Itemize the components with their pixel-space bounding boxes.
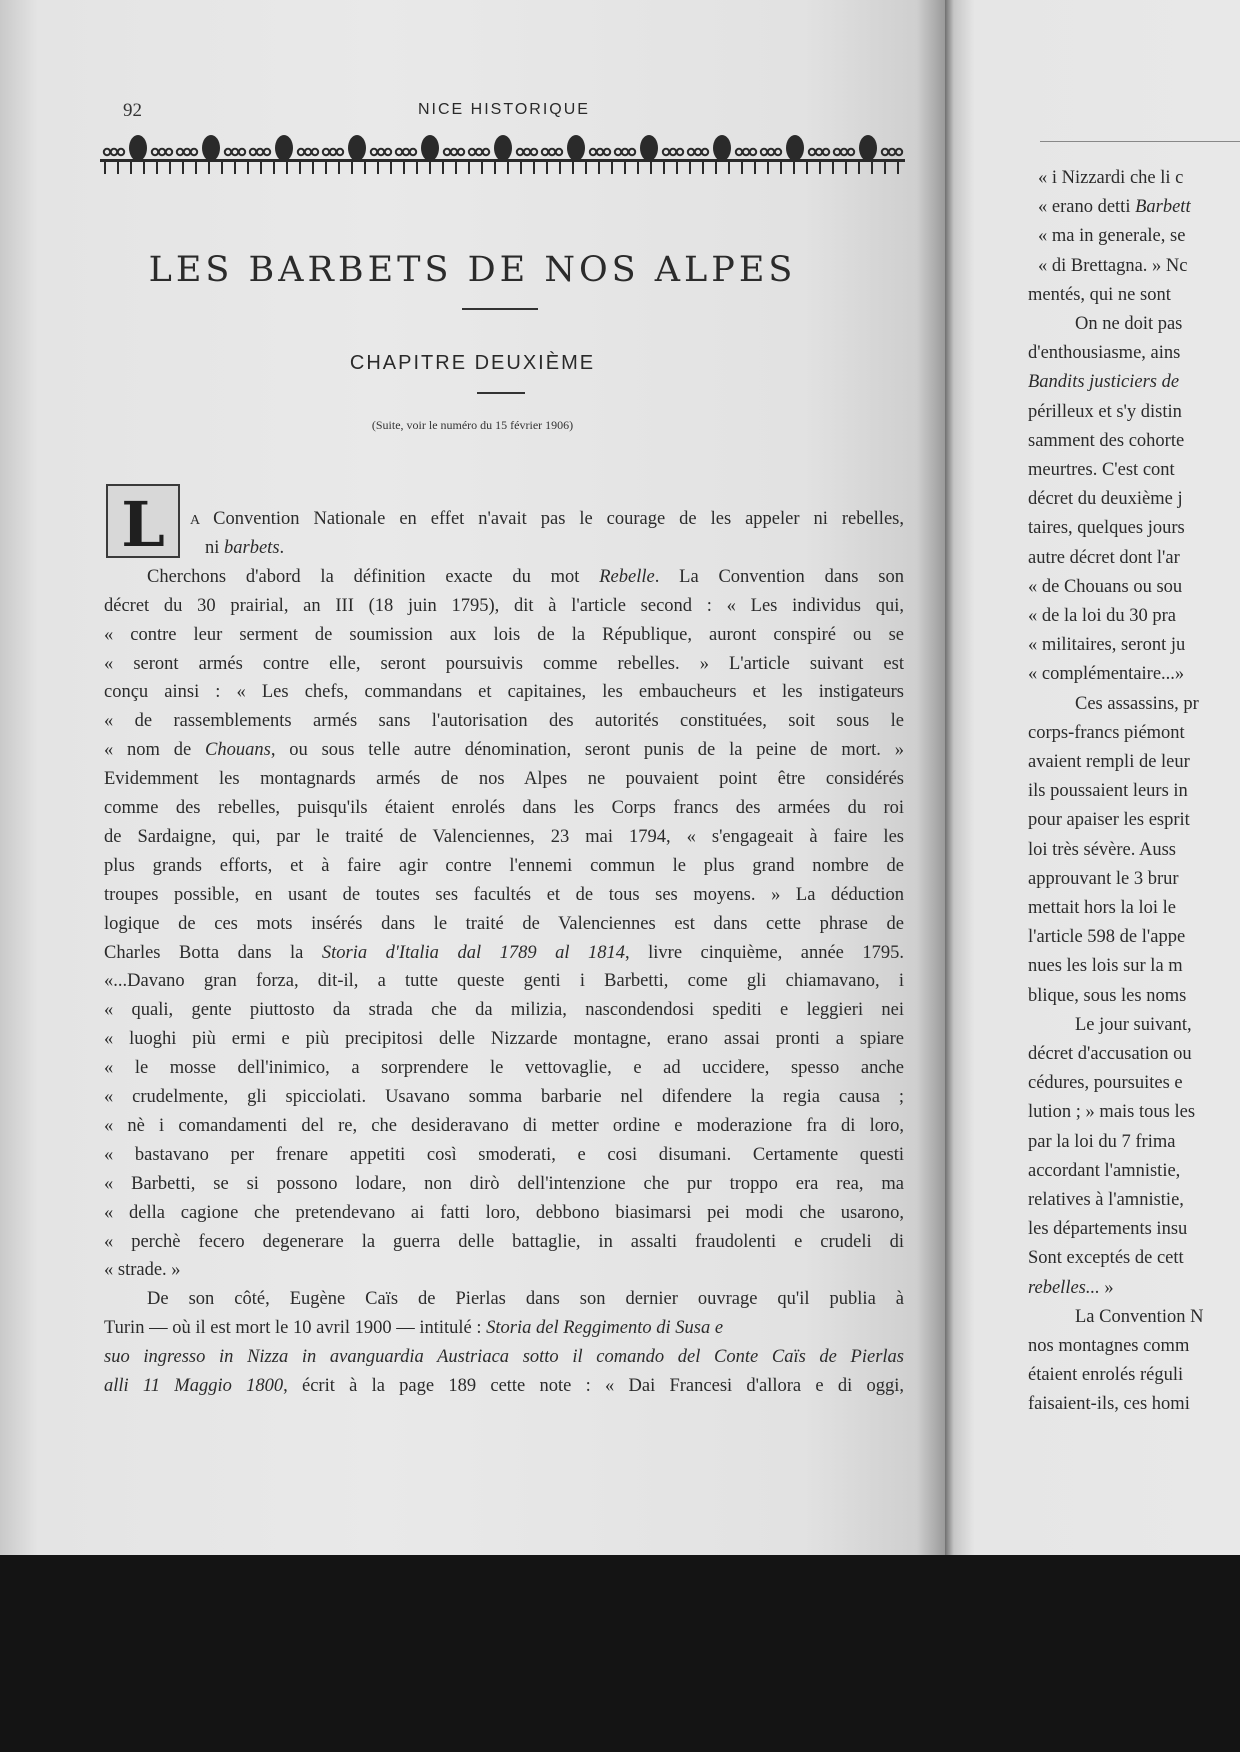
dropcap-letter: L	[121, 488, 165, 561]
line-text-continued: »	[1099, 1277, 1114, 1298]
continuation-note: (Suite, voir le numéro du 15 février 1906)	[371, 418, 574, 432]
text-line	[104, 625, 904, 646]
italic-text: alli 11 Maggio 1800	[104, 1376, 284, 1396]
line-text: « luoghi più ermi e più precipitosi delle Nizzarde montagne, erano assai pronti a spiare	[104, 1029, 904, 1050]
line-text: Turin — où il est mort le 10 avril 1900 — intitulé :	[104, 1318, 487, 1339]
facing-text-line	[1028, 986, 1186, 1007]
facing-text-line	[1028, 343, 1180, 364]
line-text: Sont exceptés de cett	[1028, 1248, 1184, 1269]
line-text: Cherchons d'abord la définition exacte du mot	[147, 566, 600, 587]
facing-text-line	[1075, 1015, 1192, 1036]
line-text: les départements insu	[1028, 1219, 1188, 1240]
line-text: « le mosse dell'inimico, a sorprendere le vettovaglie, e ad uccidere, spesso anche	[104, 1058, 904, 1079]
facing-text-line	[1028, 664, 1184, 685]
running-title: NICE HISTORIQUE	[418, 101, 590, 118]
text-line	[104, 1000, 904, 1021]
line-text: « bastavano per frenare appetiti così smoderati, e cosi disumani. Certamente questi	[104, 1144, 904, 1165]
italic-text: suo ingresso in Nizza in avanguardia Austriaca sotto il comando del Conte Caïs de Pierlas	[104, 1347, 904, 1368]
facing-text-line	[1028, 1132, 1175, 1153]
line-text: « de rassemblements armés sans l'autorisation des autorités constituées, soit sous le	[104, 711, 904, 732]
text-line	[104, 1232, 904, 1253]
line-text: nues les lois sur la m	[1028, 956, 1183, 977]
line-text: d'enthousiasme, ains	[1028, 343, 1181, 364]
facing-text-line	[1028, 431, 1184, 452]
line-text: «...Davano gran forza, dit-il, a tutte queste genti i Barbetti, come gli chiamavano, i	[104, 971, 904, 992]
line-text: comme des rebelles, puisqu'ils étaient enrolés dans les Corps francs des armées du roi	[104, 798, 904, 818]
line-text: cédures, poursuites e	[1028, 1073, 1183, 1094]
text-line	[205, 538, 284, 559]
facing-text-line	[1028, 489, 1183, 510]
line-text: « quali, gente piuttosto da strada che da milizia, nascondendosi spediti e leggieri nei	[104, 1000, 904, 1021]
facing-text-line	[1028, 752, 1190, 773]
facing-text-line	[1028, 1190, 1184, 1211]
line-text: troupes possible, en usant de toutes ses facultés et de tous ses moyens. » La déduction	[104, 884, 904, 905]
italic-text: Rebelle	[599, 566, 655, 587]
facing-text-line	[1028, 869, 1179, 890]
facing-text-line	[1075, 1307, 1203, 1328]
smallcap-text: A	[190, 513, 214, 528]
facing-text-line	[1038, 197, 1191, 218]
line-text: « de la loi du 30 pra	[1028, 606, 1176, 626]
italic-text: barbets	[224, 537, 280, 558]
line-text: relatives à l'amnistie,	[1028, 1190, 1184, 1210]
line-text: blique, sous les noms	[1028, 985, 1187, 1006]
line-text: l'article 598 de l'appe	[1028, 927, 1186, 948]
facing-text-line	[1028, 1394, 1190, 1415]
line-text: La Convention N	[1075, 1306, 1204, 1327]
line-text: plus grands efforts, et à faire agir contre l'ennemi commun le plus grand nombre de	[104, 855, 904, 876]
facing-text-line	[1028, 577, 1182, 598]
line-text: périlleux et s'y distin	[1028, 401, 1182, 422]
facing-text-line	[1028, 956, 1183, 977]
line-text: loi très sévère. Auss	[1028, 839, 1176, 860]
facing-text-line	[1028, 810, 1190, 831]
text-line	[104, 885, 904, 906]
line-text: ni	[205, 537, 225, 558]
text-line	[104, 654, 904, 675]
line-text: « erano detti	[1038, 197, 1136, 218]
scan-background	[0, 1555, 1240, 1752]
line-text: « nom de	[104, 740, 206, 761]
dropcap-initial	[106, 484, 180, 561]
text-line	[104, 856, 904, 877]
facing-text-line	[1028, 898, 1176, 919]
line-text: conçu ainsi : « Les chefs, commandans et capitaines, les embaucheurs et les instigateurs	[104, 682, 904, 703]
article-title: LES BARBETS DE NOS ALPES	[148, 250, 797, 290]
facing-text-line	[1028, 1219, 1187, 1240]
line-text: « perchè fecero degenerare la guerra delle battaglie, in assalti fraudolenti e crudeli di	[104, 1231, 904, 1252]
line-text: « de Chouans ou sou	[1028, 576, 1183, 597]
text-line	[104, 1087, 904, 1108]
facing-text-line	[1028, 606, 1176, 627]
line-text: lution ; » mais tous les	[1028, 1102, 1196, 1123]
facing-text-line	[1028, 548, 1180, 569]
facing-top-rule	[1040, 141, 1240, 142]
facing-text-line	[1038, 226, 1185, 247]
line-text: ils poussaient leurs in	[1028, 781, 1188, 802]
text-line	[104, 1318, 904, 1339]
line-text: « complémentaire...»	[1028, 664, 1185, 685]
facing-text-line	[1075, 694, 1199, 715]
facing-text-line	[1075, 314, 1182, 335]
line-text: « di Brettagna. » Nc	[1038, 255, 1188, 276]
line-text: « ma in generale, se	[1038, 226, 1186, 247]
line-text: « contre leur serment de soumission aux lois de la République, auront conspiré ou se	[104, 624, 904, 645]
line-text-continued: , écrit à la page 189 cette note : « Dai Francesi d'allora e di oggi,	[283, 1376, 904, 1396]
line-text: samment des cohorte	[1028, 430, 1185, 451]
line-text: par la loi du 7 frima	[1028, 1131, 1176, 1152]
line-text: nos montagnes comm	[1028, 1336, 1190, 1356]
line-text: étaient enrolés réguli	[1028, 1365, 1184, 1386]
line-text: logique de ces mots insérés dans le traité de Valenciennes est dans cette phrase de	[104, 913, 904, 934]
line-text: « militaires, seront ju	[1028, 635, 1186, 656]
italic-text: Storia d'Italia dal 1789 al 1814	[321, 942, 626, 963]
line-text: corps-francs piémont	[1028, 722, 1185, 743]
facing-text-line	[1028, 635, 1185, 656]
text-line	[104, 1058, 904, 1079]
line-text: « della cagione che pretendevano ai fatti loro, debbono biasimarsi pei modi che usarono,	[104, 1202, 904, 1223]
line-text: « strade. »	[104, 1260, 181, 1281]
ornamental-border	[100, 130, 905, 178]
chapter-rule	[477, 392, 525, 394]
line-text: faisaient-ils, ces homi	[1028, 1394, 1190, 1415]
line-text-continued: , ou sous telle autre dénomination, seront punis de la peine de mort. »	[270, 740, 904, 761]
chapter-title: CHAPITRE DEUXIÈME	[349, 352, 596, 374]
line-text: « crudelmente, gli spicciolati. Usavano somma barbarie nel difendere la regia causa ;	[104, 1087, 904, 1107]
facing-page	[945, 0, 1240, 1555]
line-text-continued: . La Convention dans son	[654, 566, 905, 587]
facing-text-line	[1028, 518, 1185, 539]
line-text: Convention Nationale en effet n'avait pas le courage de les appeler ni rebelles,	[213, 509, 904, 529]
line-text: Ces assassins, pr	[1075, 693, 1199, 714]
facing-text-line	[1028, 1365, 1183, 1386]
text-line	[104, 1116, 904, 1137]
line-text: Charles Botta dans la	[104, 942, 322, 963]
text-line	[147, 1289, 904, 1310]
facing-text-line	[1028, 1161, 1180, 1182]
line-text: On ne doit pas	[1075, 314, 1183, 334]
facing-text-line	[1028, 781, 1188, 802]
text-line	[104, 943, 904, 964]
text-line	[104, 1145, 904, 1166]
text-line	[104, 1376, 904, 1397]
text-line	[104, 769, 904, 790]
text-line	[104, 1029, 904, 1050]
line-text: « Barbetti, se si possono lodare, non dirò dell'intenzione che pur troppo era rea, ma	[104, 1173, 904, 1194]
line-text: « seront armés contre elle, seront poursuivis comme rebelles. » L'article suivant est	[104, 653, 904, 674]
page-number: 92	[123, 100, 142, 121]
line-text: autre décret dont l'ar	[1028, 547, 1180, 568]
line-text: taires, quelques jours	[1028, 518, 1185, 539]
italic-text: Chouans	[205, 740, 271, 761]
line-text: Evidemment les montagnards armés de nos Alpes ne pouvaient point être considérés	[104, 769, 904, 790]
facing-text-line	[1028, 1336, 1189, 1357]
line-text: Le jour suivant,	[1075, 1014, 1192, 1035]
line-text: de Sardaigne, qui, par le traité de Valenciennes, 23 mai 1794, « s'engageait à faire les	[104, 826, 904, 847]
facing-text-line	[1028, 723, 1185, 744]
text-line	[104, 1347, 904, 1368]
facing-text-line	[1028, 927, 1185, 948]
text-line	[104, 1203, 904, 1224]
facing-text-line	[1028, 402, 1182, 423]
text-line	[190, 509, 904, 530]
text-line	[104, 740, 904, 761]
text-line	[147, 567, 904, 588]
line-text: mettait hors la loi le	[1028, 898, 1176, 918]
line-text: décret du 30 prairial, an III (18 juin 1795), dit à l'article second : « Les individus qui,	[104, 595, 904, 616]
italic-text: Bandits justiciers de	[1028, 372, 1180, 393]
title-rule	[462, 308, 538, 310]
line-text: « nè i comandamenti del re, che desideravano di metter ordine e moderazione fra di loro,	[104, 1115, 904, 1136]
text-line	[104, 827, 904, 848]
line-text: De son côté, Eugène Caïs de Pierlas dans son dernier ouvrage qu'il publia à	[147, 1289, 904, 1310]
line-text: « i Nizzardi che li c	[1038, 168, 1184, 188]
line-text: accordant l'amnistie,	[1028, 1160, 1181, 1181]
text-line	[104, 798, 904, 819]
line-text: avaient rempli de leur	[1028, 752, 1190, 772]
text-line	[104, 596, 904, 617]
facing-text-line	[1028, 285, 1171, 306]
italic-text: Storia del Reggimento di Susa e	[486, 1318, 724, 1339]
line-text-continued: .	[279, 537, 285, 558]
italic-text: rebelles...	[1028, 1277, 1100, 1298]
facing-text-line	[1038, 168, 1183, 189]
facing-text-line	[1028, 1044, 1192, 1065]
facing-text-line	[1028, 460, 1175, 481]
line-text: approuvant le 3 brur	[1028, 868, 1179, 889]
facing-text-line	[1028, 840, 1176, 861]
line-text: meurtres. C'est cont	[1028, 460, 1175, 480]
italic-text: Barbett	[1135, 197, 1191, 218]
facing-text-line	[1028, 1102, 1195, 1123]
text-line	[104, 914, 904, 935]
text-line	[104, 682, 904, 703]
text-line	[104, 971, 904, 992]
facing-text-line	[1038, 256, 1188, 277]
line-text: pour apaiser les esprit	[1028, 810, 1190, 831]
facing-text-line	[1028, 372, 1179, 393]
text-line	[104, 1260, 181, 1281]
text-line	[104, 711, 904, 732]
line-text: décret d'accusation ou	[1028, 1044, 1192, 1064]
line-text: mentés, qui ne sont	[1028, 284, 1171, 305]
facing-text-line	[1028, 1073, 1183, 1094]
text-line	[104, 1174, 904, 1195]
line-text-continued: , livre cinquième, année 1795.	[625, 942, 905, 963]
facing-text-line	[1028, 1248, 1184, 1269]
line-text: décret du deuxième j	[1028, 489, 1183, 510]
facing-text-line	[1028, 1278, 1114, 1299]
